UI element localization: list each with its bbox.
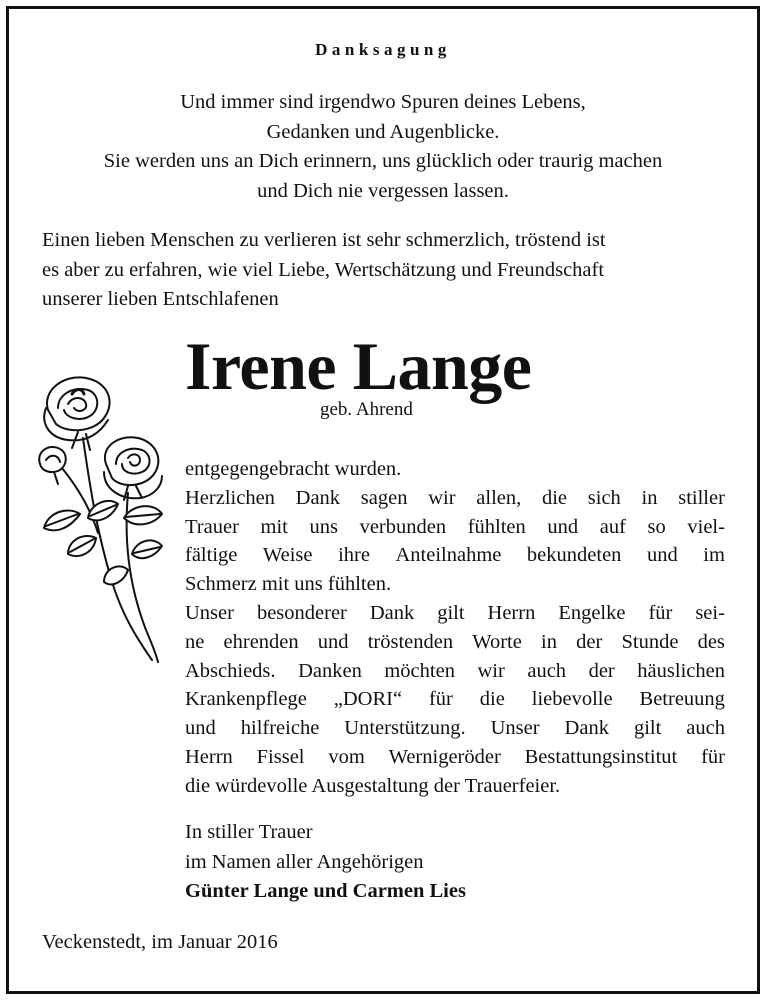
body-word: vom (328, 745, 365, 768)
body-line (185, 513, 725, 542)
body-line (185, 484, 725, 513)
body-word: Wernigeröder (388, 745, 501, 768)
poem-line: und Dich nie vergessen lassen. (257, 179, 509, 202)
body-word: für (428, 688, 453, 711)
body-word: stiller (678, 486, 725, 509)
body-word: sagen (360, 486, 408, 509)
body-word: Dank (564, 717, 609, 740)
body-line (185, 657, 725, 686)
body-word: liebevolle (531, 688, 613, 711)
body-word: im (703, 544, 725, 567)
memorial-poem (0, 88, 766, 206)
poem-line: Gedanken und Augenblicke. (266, 120, 500, 143)
place-date: Veckenstedt, im Januar 2016 (42, 931, 278, 953)
body-word: auch (527, 659, 567, 682)
body-word: des (697, 630, 725, 653)
body-word: „DORI“ (333, 688, 403, 711)
body-word: verbunden (359, 515, 447, 538)
body-word: Abschieds. (185, 659, 276, 682)
body-word: Unser (185, 601, 234, 624)
body-word: sei- (695, 601, 725, 624)
body-word: der (576, 630, 603, 653)
body-word: Betreuung (639, 688, 725, 711)
body-line (185, 541, 725, 570)
poem-line: Und immer sind irgendwo Spuren deines Lebens, (180, 91, 586, 113)
intro-line: Einen lieben Menschen zu verlieren ist sehr schmerzlich, tröstend ist (42, 229, 606, 251)
body-line: die würdevolle Ausgestaltung der Trauerfeier. (185, 774, 561, 797)
body-word: viel- (687, 515, 725, 538)
body-word: in (541, 630, 557, 653)
rose-illustration-icon (28, 368, 176, 668)
body-line (185, 743, 725, 772)
body-word: besonderer (256, 601, 347, 624)
body-word: fühlten (467, 515, 526, 538)
body-line (185, 714, 725, 743)
thanks-paragraph (185, 455, 725, 801)
body-word: möchten (384, 659, 455, 682)
closing-line: im Namen aller Angehörigen (185, 850, 424, 873)
body-word: ne (185, 630, 205, 653)
body-word: fältige (185, 544, 238, 567)
intro-line: unserer lieben Entschlafenen (42, 288, 279, 310)
body-word: Weise (262, 544, 313, 567)
body-word: und (317, 630, 349, 653)
poem-line: Sie werden uns an Dich erinnern, uns glücklich oder traurig machen (103, 150, 663, 172)
body-word: so (647, 515, 666, 538)
intro-paragraph (42, 226, 732, 315)
body-word: allen, (476, 486, 522, 509)
body-word: Anteilnahme (395, 544, 502, 567)
body-word: mit (260, 515, 288, 538)
body-word: Unterstützung. (344, 717, 466, 740)
body-word: in (641, 486, 658, 509)
body-word: sich (587, 486, 621, 509)
body-word: Herrn (487, 601, 536, 624)
body-word: Krankenpflege (185, 688, 307, 711)
body-word: uns (309, 515, 338, 538)
body-word: für (648, 601, 673, 624)
body-word: auf (599, 515, 626, 538)
deceased-name: Irene Lange (185, 328, 532, 404)
body-word: gilt (437, 601, 465, 624)
body-word: tröstenden (367, 630, 454, 653)
body-word: Unser (490, 717, 540, 740)
body-line (185, 628, 725, 657)
body-word: der (588, 659, 615, 682)
body-word: ehrenden (223, 630, 299, 653)
body-word: Engelke (558, 601, 626, 624)
closing-line: In stiller Trauer (185, 821, 313, 843)
body-word: wir (477, 659, 505, 682)
body-word: Herrn (185, 745, 233, 768)
body-word: Bestattungsinstitut (524, 745, 678, 768)
body-word: wir (428, 486, 456, 509)
body-line (185, 599, 725, 628)
body-word: für (701, 745, 725, 768)
body-word: die (541, 486, 568, 509)
body-word: die (479, 688, 505, 711)
body-word: ihre (338, 544, 370, 567)
closing-block (185, 818, 466, 907)
body-line: Schmerz mit uns fühlten. (185, 573, 392, 596)
body-word: Herzlichen (185, 486, 275, 509)
body-word: Dank (369, 601, 415, 624)
body-line: entgegengebracht wurden. (185, 458, 402, 480)
notice-title: Danksagung (315, 40, 451, 59)
signers: Günter Lange und Carmen Lies (185, 880, 466, 902)
body-word: gilt (633, 717, 662, 740)
birth-name: geb. Ahrend (320, 399, 413, 420)
body-word: häuslichen (637, 659, 725, 682)
body-word: Trauer (185, 515, 239, 538)
body-word: hilfreiche (240, 717, 320, 740)
body-word: Stunde (621, 630, 679, 653)
body-line (185, 685, 725, 714)
body-word: und (185, 717, 216, 740)
body-word: und (646, 544, 678, 567)
body-word: Danken (298, 659, 362, 682)
body-word: Dank (295, 486, 341, 509)
body-word: Worte (472, 630, 522, 653)
intro-line: es aber zu erfahren, wie viel Liebe, Wertschätzung und Freundschaft (42, 258, 605, 281)
body-word: und (547, 515, 579, 538)
body-word: Fissel (256, 745, 305, 768)
body-word: auch (686, 717, 725, 740)
body-word: bekundeten (526, 544, 622, 567)
